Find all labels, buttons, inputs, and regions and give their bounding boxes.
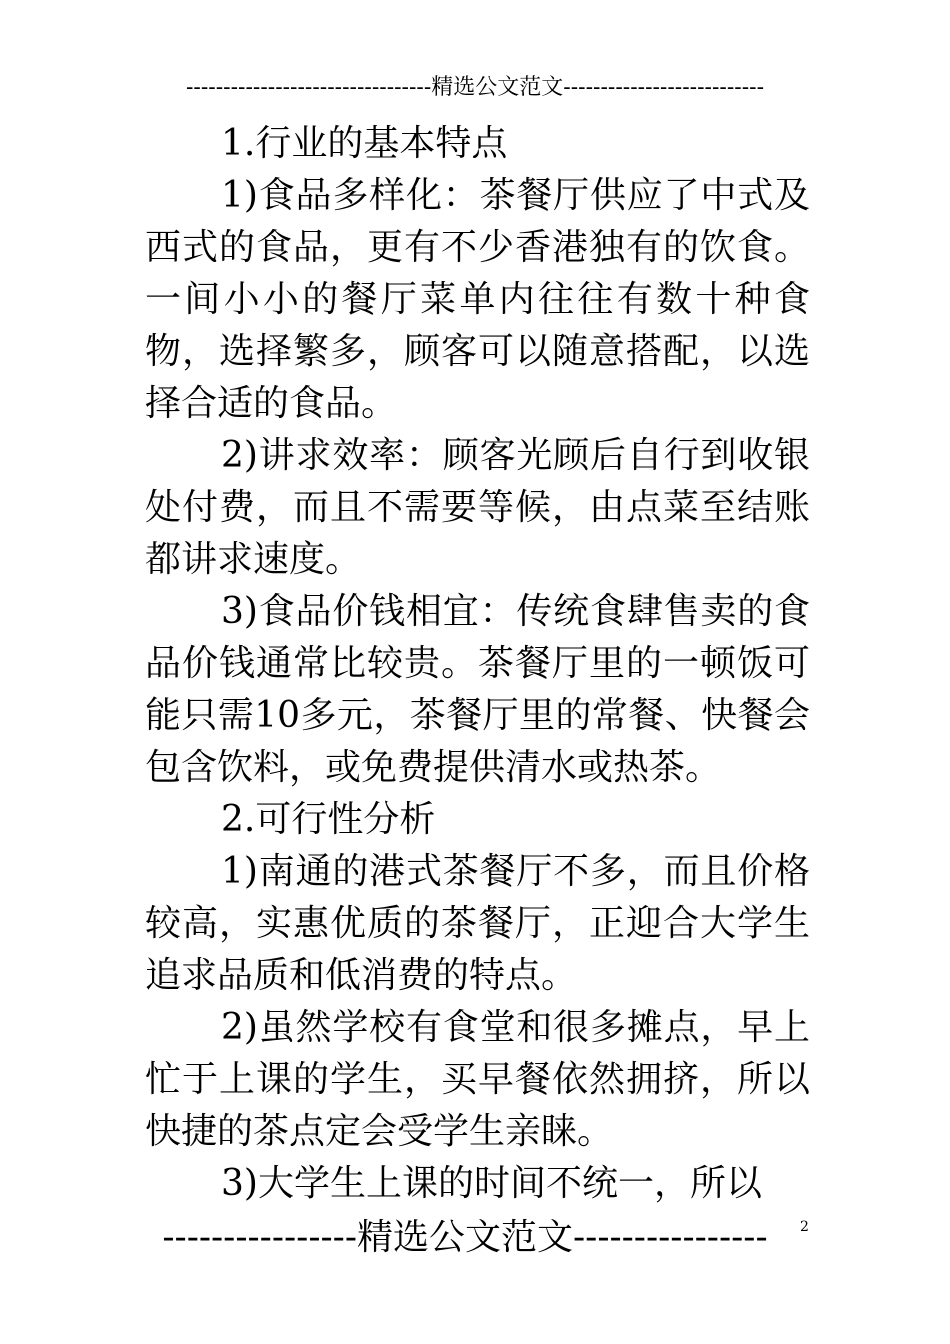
paragraph: 2)虽然学校有食堂和很多摊点，早上忙于上课的学生，买早餐依然拥挤，所以快捷的茶点定会受学生亲睐。: [145, 1007, 810, 1152]
paragraph: 1)食品多样化：茶餐厅供应了中式及西式的食品，更有不少香港独有的饮食。一间小小的餐厅菜单内往往有数十种食物，选择繁多，顾客可以随意搭配，以选择合适的食品。: [145, 175, 810, 424]
paragraph: 2)讲求效率：顾客光顾后自行到收银处付费，而且不需要等候，由点菜至结账都讲求速度。: [145, 435, 810, 580]
paragraph: 1)南通的港式茶餐厅不多，而且价格较高，实惠优质的茶餐厅，正迎合大学生追求品质和低消费的特点。: [145, 851, 810, 996]
page-header: ---------------------------------精选公文范文---------------------------: [185, 75, 765, 100]
section-heading: 2.可行性分析: [221, 799, 436, 840]
document-body: [145, 118, 810, 1210]
paragraph: 3)食品价钱相宜：传统食肆售卖的食品价钱通常比较贵。茶餐厅里的一顿饭可能只需10多元，茶餐厅里的常餐、快餐会包含饮料，或免费提供清水或热茶。: [145, 591, 810, 788]
page-number: 2: [800, 1219, 809, 1235]
page-footer: ----------------精选公文范文----------------: [162, 1217, 768, 1258]
section-heading: 1.行业的基本特点: [221, 123, 508, 164]
paragraph: 3)大学生上课的时间不统一，所以: [221, 1163, 762, 1204]
